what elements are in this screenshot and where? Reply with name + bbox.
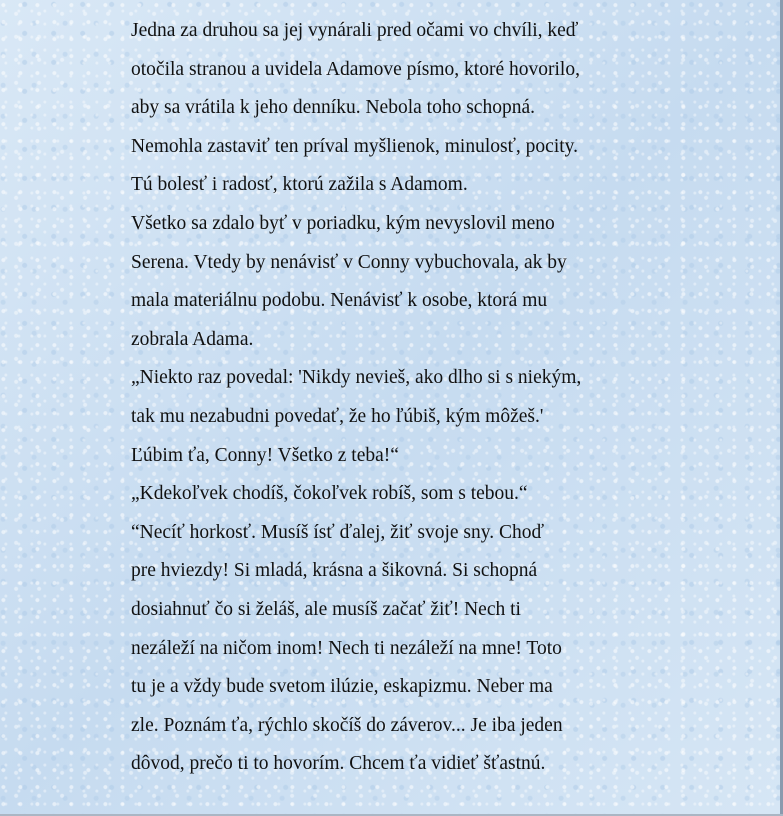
text-line: aby sa vrátila k jeho denníku. Nebola toho schopná.: [131, 97, 535, 119]
text-line: „Niekto raz povedal: 'Nikdy nevieš, ako dlho si s niekým,: [131, 367, 582, 389]
text-line: Serena. Vtedy by nenávisť v Conny vybuchovala, ak by: [131, 251, 567, 273]
text-line: dosiahnuť čo si želáš, ale musíš začať žiť! Nech ti: [131, 598, 521, 620]
text-line: Nemohla zastaviť ten príval myšlienok, minulosť, pocity.: [131, 135, 579, 157]
text-line: tak mu nezabudni povedať, že ho ľúbiš, kým môžeš.': [131, 405, 544, 427]
text-line: “Necíť horkosť. Musíš ísť ďalej, žiť svoje sny. Choď: [131, 521, 545, 543]
text-line: pre hviezdy! Si mladá, krásna a šikovná. Si schopná: [131, 560, 538, 582]
text-line: Ľúbim ťa, Conny! Všetko z teba!“: [131, 444, 399, 466]
text-line: mala materiálnu podobu. Nenávisť k osobe, ktorá mu: [131, 290, 548, 312]
text-line: dôvod, prečo ti to hovorím. Chcem ťa vidieť šťastnú.: [131, 753, 546, 775]
text-block: [131, 12, 671, 784]
text-line: zobrala Adama.: [131, 328, 254, 350]
text-line: tu je a vždy bude svetom ilúzie, eskapizmu. Neber ma: [131, 676, 553, 698]
text-line: otočila stranou a uvidela Adamove písmo, ktoré hovorilo,: [131, 58, 580, 80]
text-line: Všetko sa zdalo byť v poriadku, kým nevyslovil meno: [131, 212, 555, 234]
text-line: nezáleží na ničom inom! Nech ti nezáleží na mne! Toto: [131, 637, 562, 659]
text-line: Tú bolesť i radosť, ktorú zažila s Adamom.: [131, 174, 468, 196]
text-line: „Kdekoľvek chodíš, čokoľvek robíš, som s tebou.“: [131, 483, 528, 505]
text-line: zle. Poznám ťa, rýchlo skočíš do záverov... Je iba jeden: [131, 714, 563, 736]
text-line: Jedna za druhou sa jej vynárali pred očami vo chvíli, keď: [131, 20, 579, 41]
